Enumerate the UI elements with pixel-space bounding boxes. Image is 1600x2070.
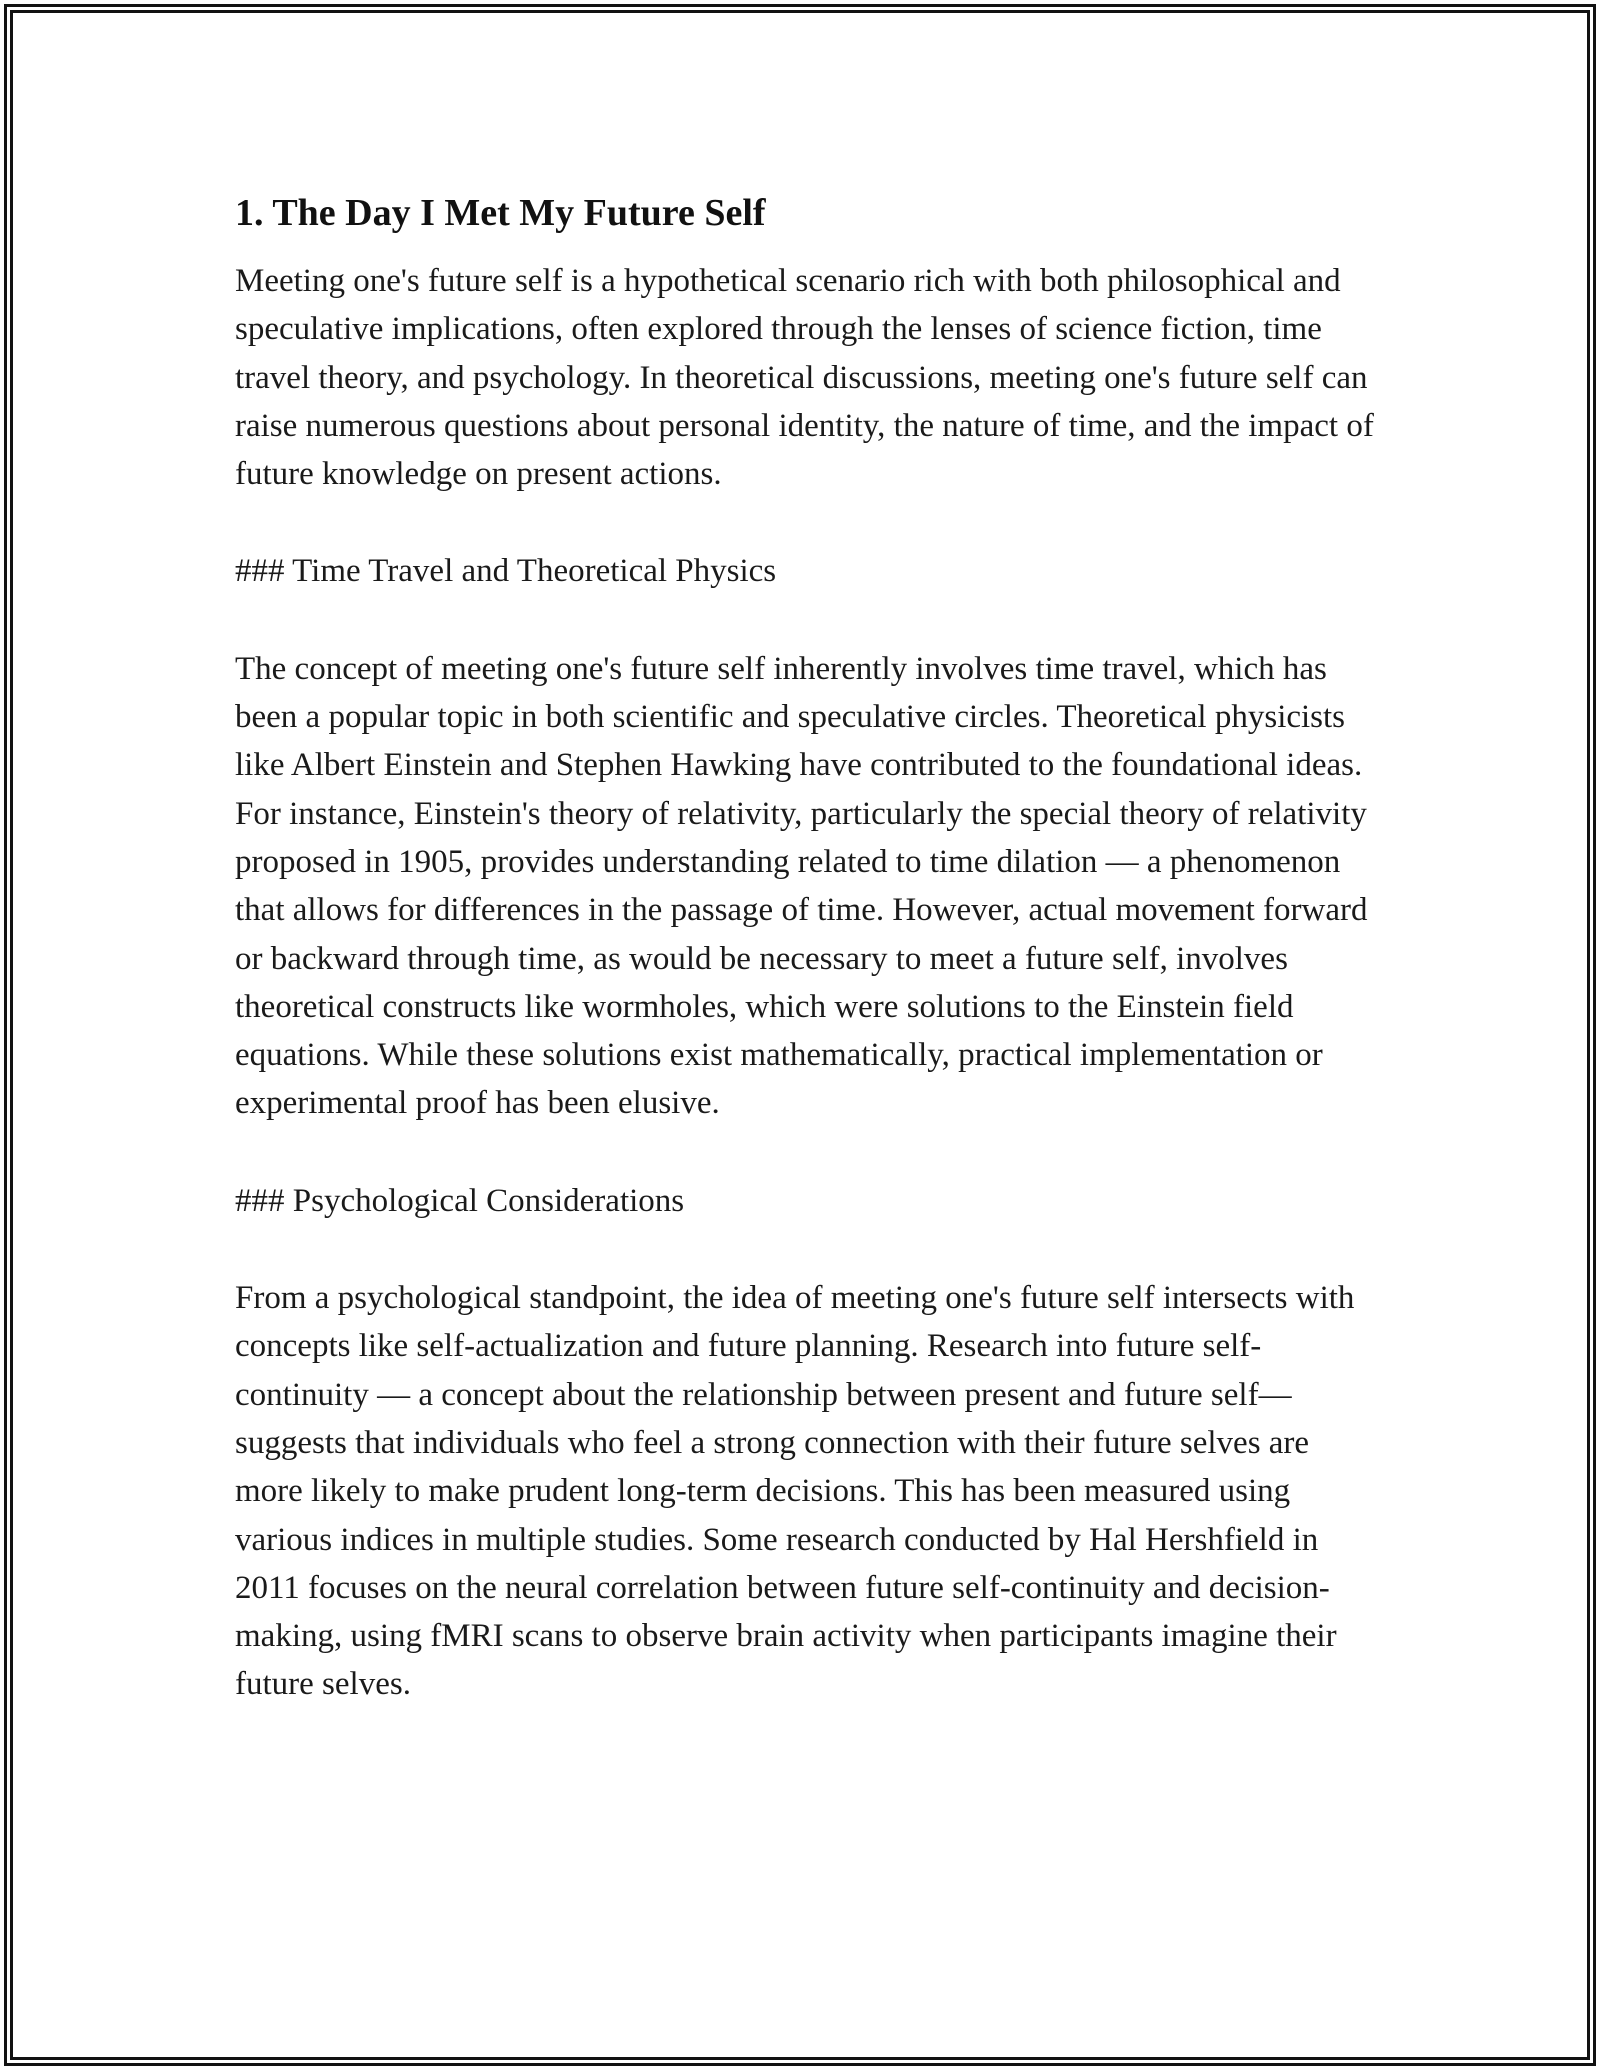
document-content [235, 185, 1375, 1758]
section-heading-time-travel: ### Time Travel and Theoretical Physics [235, 553, 777, 590]
psychological-paragraph: From a psychological standpoint, the idea of meeting one's future self intersects with concepts like self-actualization and future planning. Research into future self-continuity — a concept about the relationship between present and future self— suggests that individuals who feel a strong connection with their future selves are more likely to make prudent long-term decisions. This has been measured using various indices in multiple studies. Some research conducted by Hal Hershfield in 2011 focuses on the neural correlation between future self-continuity and decision-making, using fMRI scans to observe brain activity when participants imagine their future selves. [235, 1280, 1355, 1703]
section-heading-psychological: ### Psychological Considerations [235, 1182, 685, 1219]
document-title: 1. The Day I Met My Future Self [235, 192, 766, 234]
intro-paragraph: Meeting one's future self is a hypothetical scenario rich with both philosophical and speculative implications, often explored through the lenses of science fiction, time travel theory, and psychology. In theoretical discussions, meeting one's future self can raise numerous questions about personal identity, the nature of time, and the impact of future knowledge on present actions. [235, 263, 1374, 493]
time-travel-paragraph: The concept of meeting one's future self inherently involves time travel, which has been a popular topic in both scientific and speculative circles. Theoretical physicists like Albert Einstein and Stephen Hawking have contributed to the foundational ideas. For instance, Einstein's theory of relativity, particularly the special theory of relativity proposed in 1905, provides understanding related to time dilation — a phenomenon that allows for differences in the passage of time. However, actual movement forward or backward through time, as would be necessary to meet a future self, involves theoretical constructs like wormholes, which were solutions to the Einstein field equations. While these solutions exist mathematically, practical implementation or experimental proof has been elusive. [235, 650, 1368, 1122]
